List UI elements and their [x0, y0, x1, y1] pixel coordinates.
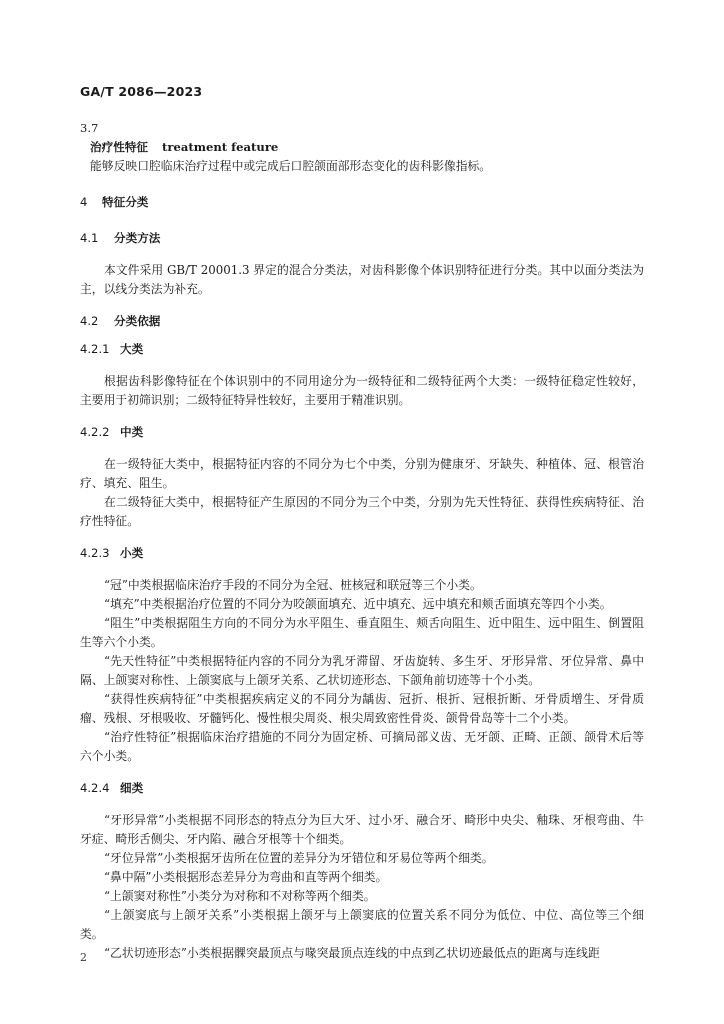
paragraph: 根据齿科影像特征在个体识别中的不同用途分为一级特征和二级特征两个大类：一级特征稳定性较好，主要用于初筛识别；二级特征特异性较好，主要用于精准识别。	[80, 374, 644, 407]
section-4-2-2-heading	[80, 423, 644, 442]
section-title: 分类方法	[114, 231, 161, 245]
paragraph: 本文件采用 GB/T 20001.3 界定的混合分类法，对齿科影像个体识别特征进行分类。其中以面分类法为主，以线分类法为补充。	[80, 263, 644, 296]
paragraph: “鼻中隔”小类根据形态差异分为弯曲和直等两个细类。	[104, 870, 388, 884]
paragraph: 在一级特征大类中，根据特征内容的不同分为七个中类，分别为健康牙、牙缺失、种植体、冠、根管治疗、填充、阻生。	[80, 457, 644, 490]
paragraph: “冠”中类根据临床治疗手段的不同分为全冠、桩核冠和联冠等三个小类。	[104, 578, 482, 592]
paragraph: “上颌窦底与上颌牙关系”小类根据上颌牙与上颌窦底的位置关系不同分为低位、中位、高位等三个细类。	[80, 908, 644, 941]
term-en: treatment feature	[161, 140, 279, 154]
section-number: 4.2	[80, 314, 99, 328]
term-zh: 治疗性特征	[90, 140, 148, 154]
section-number: 4	[80, 195, 88, 209]
page-number: 2	[80, 951, 87, 964]
section-4-heading	[80, 193, 644, 212]
document-body	[80, 119, 644, 963]
term-title	[80, 138, 644, 157]
section-title: 大类	[120, 342, 144, 356]
section-4-2-heading	[80, 312, 644, 331]
section-4-2-4-heading	[80, 779, 644, 798]
section-number: 4.1	[80, 231, 99, 245]
section-4-2-3-heading	[80, 544, 644, 563]
section-4-2-1-heading	[80, 340, 644, 359]
section-number: 4.2.3	[80, 546, 110, 560]
paragraph: “获得性疾病特征”中类根据疾病定义的不同分为龋齿、冠折、根折、冠根折断、牙骨质增生、牙骨质瘤、残根、牙根吸收、牙髓钙化、慢性根尖周炎、根尖周致密性骨炎、颌骨骨岛等十二个小类。	[80, 692, 644, 725]
paragraph: 在二级特征大类中，根据特征产生原因的不同分为三个中类，分别为先天性特征、获得性疾病特征、治疗性特征。	[80, 495, 644, 528]
term-number: 3.7	[80, 121, 99, 135]
section-number: 4.2.4	[80, 781, 110, 795]
section-number: 4.2.2	[80, 425, 110, 439]
paragraph: “治疗性特征”根据临床治疗措施的不同分为固定桥、可摘局部义齿、无牙颌、正畸、正颌、颌骨术后等六个小类。	[80, 730, 644, 763]
section-title: 特征分类	[102, 195, 149, 209]
term-definition: 能够反映口腔临床治疗过程中或完成后口腔颌面部形态变化的齿科影像指标。	[90, 159, 492, 173]
section-title: 中类	[120, 425, 144, 439]
section-title: 小类	[120, 546, 144, 560]
section-4-1-heading	[80, 229, 644, 248]
section-title: 细类	[120, 781, 144, 795]
paragraph: “先天性特征”中类根据特征内容的不同分为乳牙滞留、牙齿旋转、多生牙、牙形异常、牙位异常、鼻中隔、上颌窦对称性、上颌窦底与上颌牙关系、乙状切迹形态、下颌角前切迹等十个小类。	[80, 654, 644, 687]
paragraph: “乙状切迹形态”小类根据髁突最顶点与喙突最顶点连线的中点到乙状切迹最低点的距离与连线距	[104, 946, 600, 960]
paragraph: “上颌窦对称性”小类分为对称和不对称等两个细类。	[104, 889, 376, 903]
paragraph: “阻生”中类根据阻生方向的不同分为水平阻生、垂直阻生、颊舌向阻生、近中阻生、远中阻生、倒置阻生等六个小类。	[80, 616, 644, 649]
standard-id-header: GA/T 2086—2023	[80, 84, 203, 99]
section-number: 4.2.1	[80, 342, 110, 356]
section-title: 分类依据	[114, 314, 161, 328]
paragraph: “牙形异常”小类根据不同形态的特点分为巨大牙、过小牙、融合牙、畸形中央尖、釉珠、牙根弯曲、牛牙症、畸形舌侧尖、牙内陷、融合牙根等十个细类。	[80, 813, 644, 846]
paragraph: “填充”中类根据治疗位置的不同分为咬颌面填充、近中填充、远中填充和颊舌面填充等四个小类。	[104, 597, 612, 611]
paragraph: “牙位异常”小类根据牙齿所在位置的差异分为牙错位和牙易位等两个细类。	[104, 851, 494, 865]
